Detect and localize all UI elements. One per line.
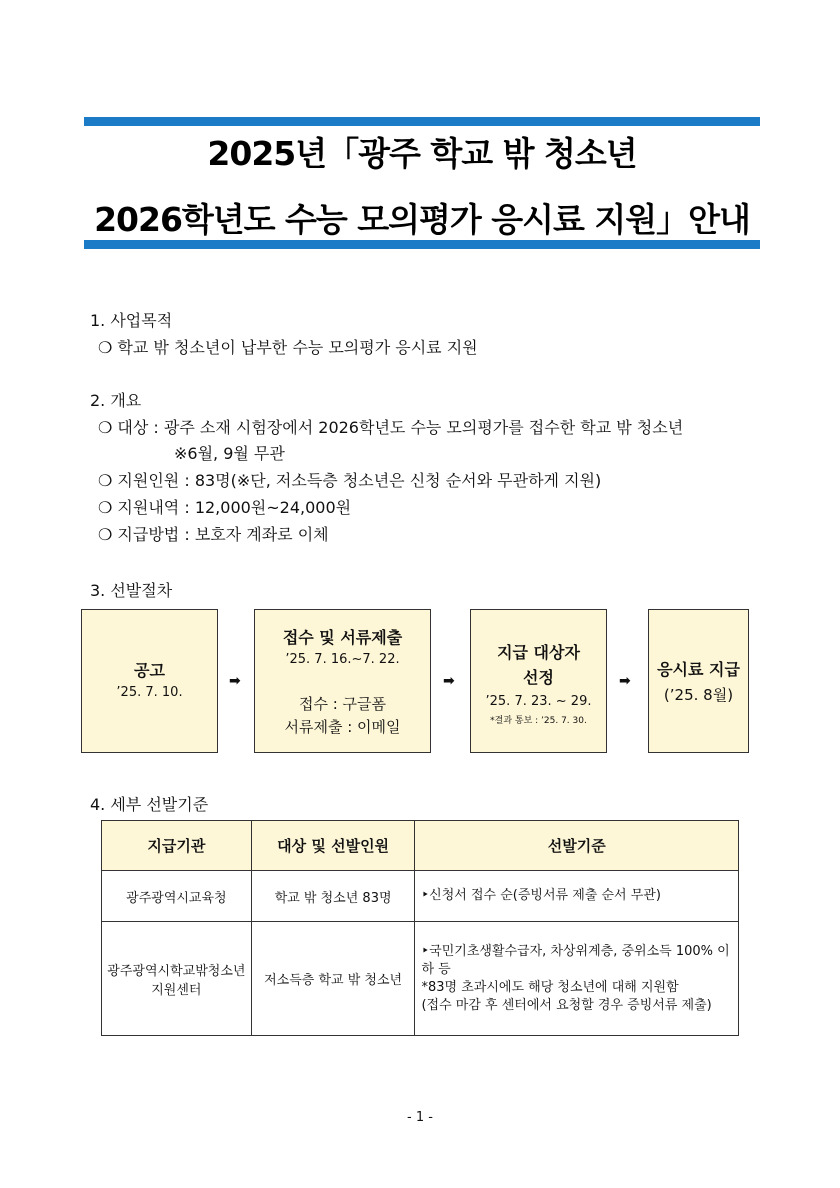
overview-amount: ❍ 지원내역 : 12,000원~24,000원 [98, 498, 352, 517]
row-1-criteria: ‣신청서 접수 순(증빙서류 제출 순서 무관) [415, 871, 739, 922]
row-2-criteria [415, 922, 739, 1036]
row-2-target: 저소득층 학교 밖 청소년 [251, 922, 415, 1036]
step-2-detail-2: 서류제출 : 이메일 [284, 718, 401, 736]
header-criteria: 선발기준 [415, 821, 739, 871]
row-2-criteria-2: *83명 초과시에도 해당 청소년에 대해 지원함 [421, 979, 679, 995]
row-2-criteria-3: (접수 마감 후 센터에서 요청할 경우 증빙서류 제출) [421, 997, 712, 1013]
step-application [254, 609, 431, 753]
step-3-date: ’25. 7. 23. ~ 29. [485, 694, 592, 709]
row-1-org: 광주광역시교육청 [102, 871, 252, 922]
doc-title-line1: 2025년「광주 학교 밖 청소년 [207, 134, 637, 173]
step-2-date: ’25. 7. 16.~7. 22. [285, 652, 400, 667]
step-1-title: 공고 [134, 661, 165, 680]
selection-criteria-table [101, 820, 739, 1036]
overview-method: ❍ 지급방법 : 보호자 계좌로 이체 [98, 525, 329, 544]
step-announcement [81, 609, 218, 753]
step-3-title-2: 선정 [523, 668, 554, 687]
row-2-org: 광주광역시학교밖청소년지원센터 [102, 922, 252, 1036]
arrow-right-icon: ➡ [443, 673, 455, 689]
arrow-right-icon: ➡ [229, 673, 241, 689]
page-number: - 1 - [407, 1110, 433, 1125]
overview-target-note: ※6월, 9월 무관 [174, 444, 285, 463]
step-payment [648, 609, 749, 753]
step-3-title-1: 지급 대상자 [497, 643, 580, 662]
table-row [102, 922, 739, 1036]
step-2-detail-1: 접수 : 구글폼 [298, 695, 387, 713]
overview-target: ❍ 대상 : 광주 소재 시험장에서 2026학년도 수능 모의평가를 접수한 학교 밖 청소년 [98, 418, 684, 437]
header-org: 지급기관 [102, 821, 252, 871]
table-header-row [102, 821, 739, 871]
header-target: 대상 및 선발인원 [251, 821, 415, 871]
doc-title-line2: 2026학년도 수능 모의평가 응시료 지원」안내 [94, 200, 750, 239]
step-1-date: ’25. 7. 10. [116, 685, 183, 700]
arrow-right-icon: ➡ [619, 673, 631, 689]
section-2-heading: 2. 개요 [90, 391, 142, 410]
overview-count: ❍ 지원인원 : 83명(※단, 저소득층 청소년은 신청 순서와 무관하게 지원) [98, 471, 602, 490]
title-bottom-bar [84, 240, 760, 249]
row-2-criteria-1: ‣국민기초생활수급자, 차상위계층, 중위소득 100% 이하 등 [421, 943, 730, 977]
step-selection [470, 609, 607, 753]
section-1-heading: 1. 사업목적 [90, 311, 173, 330]
step-3-note: *결과 통보 : ’25. 7. 30. [490, 716, 587, 726]
title-top-bar [84, 117, 760, 126]
row-1-target: 학교 밖 청소년 83명 [251, 871, 415, 922]
section-1-bullet: ❍ 학교 밖 청소년이 납부한 수능 모의평가 응시료 지원 [98, 338, 478, 357]
step-4-date: (’25. 8월) [663, 686, 734, 704]
step-4-title: 응시료 지급 [657, 660, 740, 679]
section-4-heading: 4. 세부 선발기준 [90, 795, 209, 814]
step-2-title: 접수 및 서류제출 [282, 628, 403, 647]
table-row [102, 871, 739, 922]
section-3-heading: 3. 선발절차 [90, 581, 173, 600]
